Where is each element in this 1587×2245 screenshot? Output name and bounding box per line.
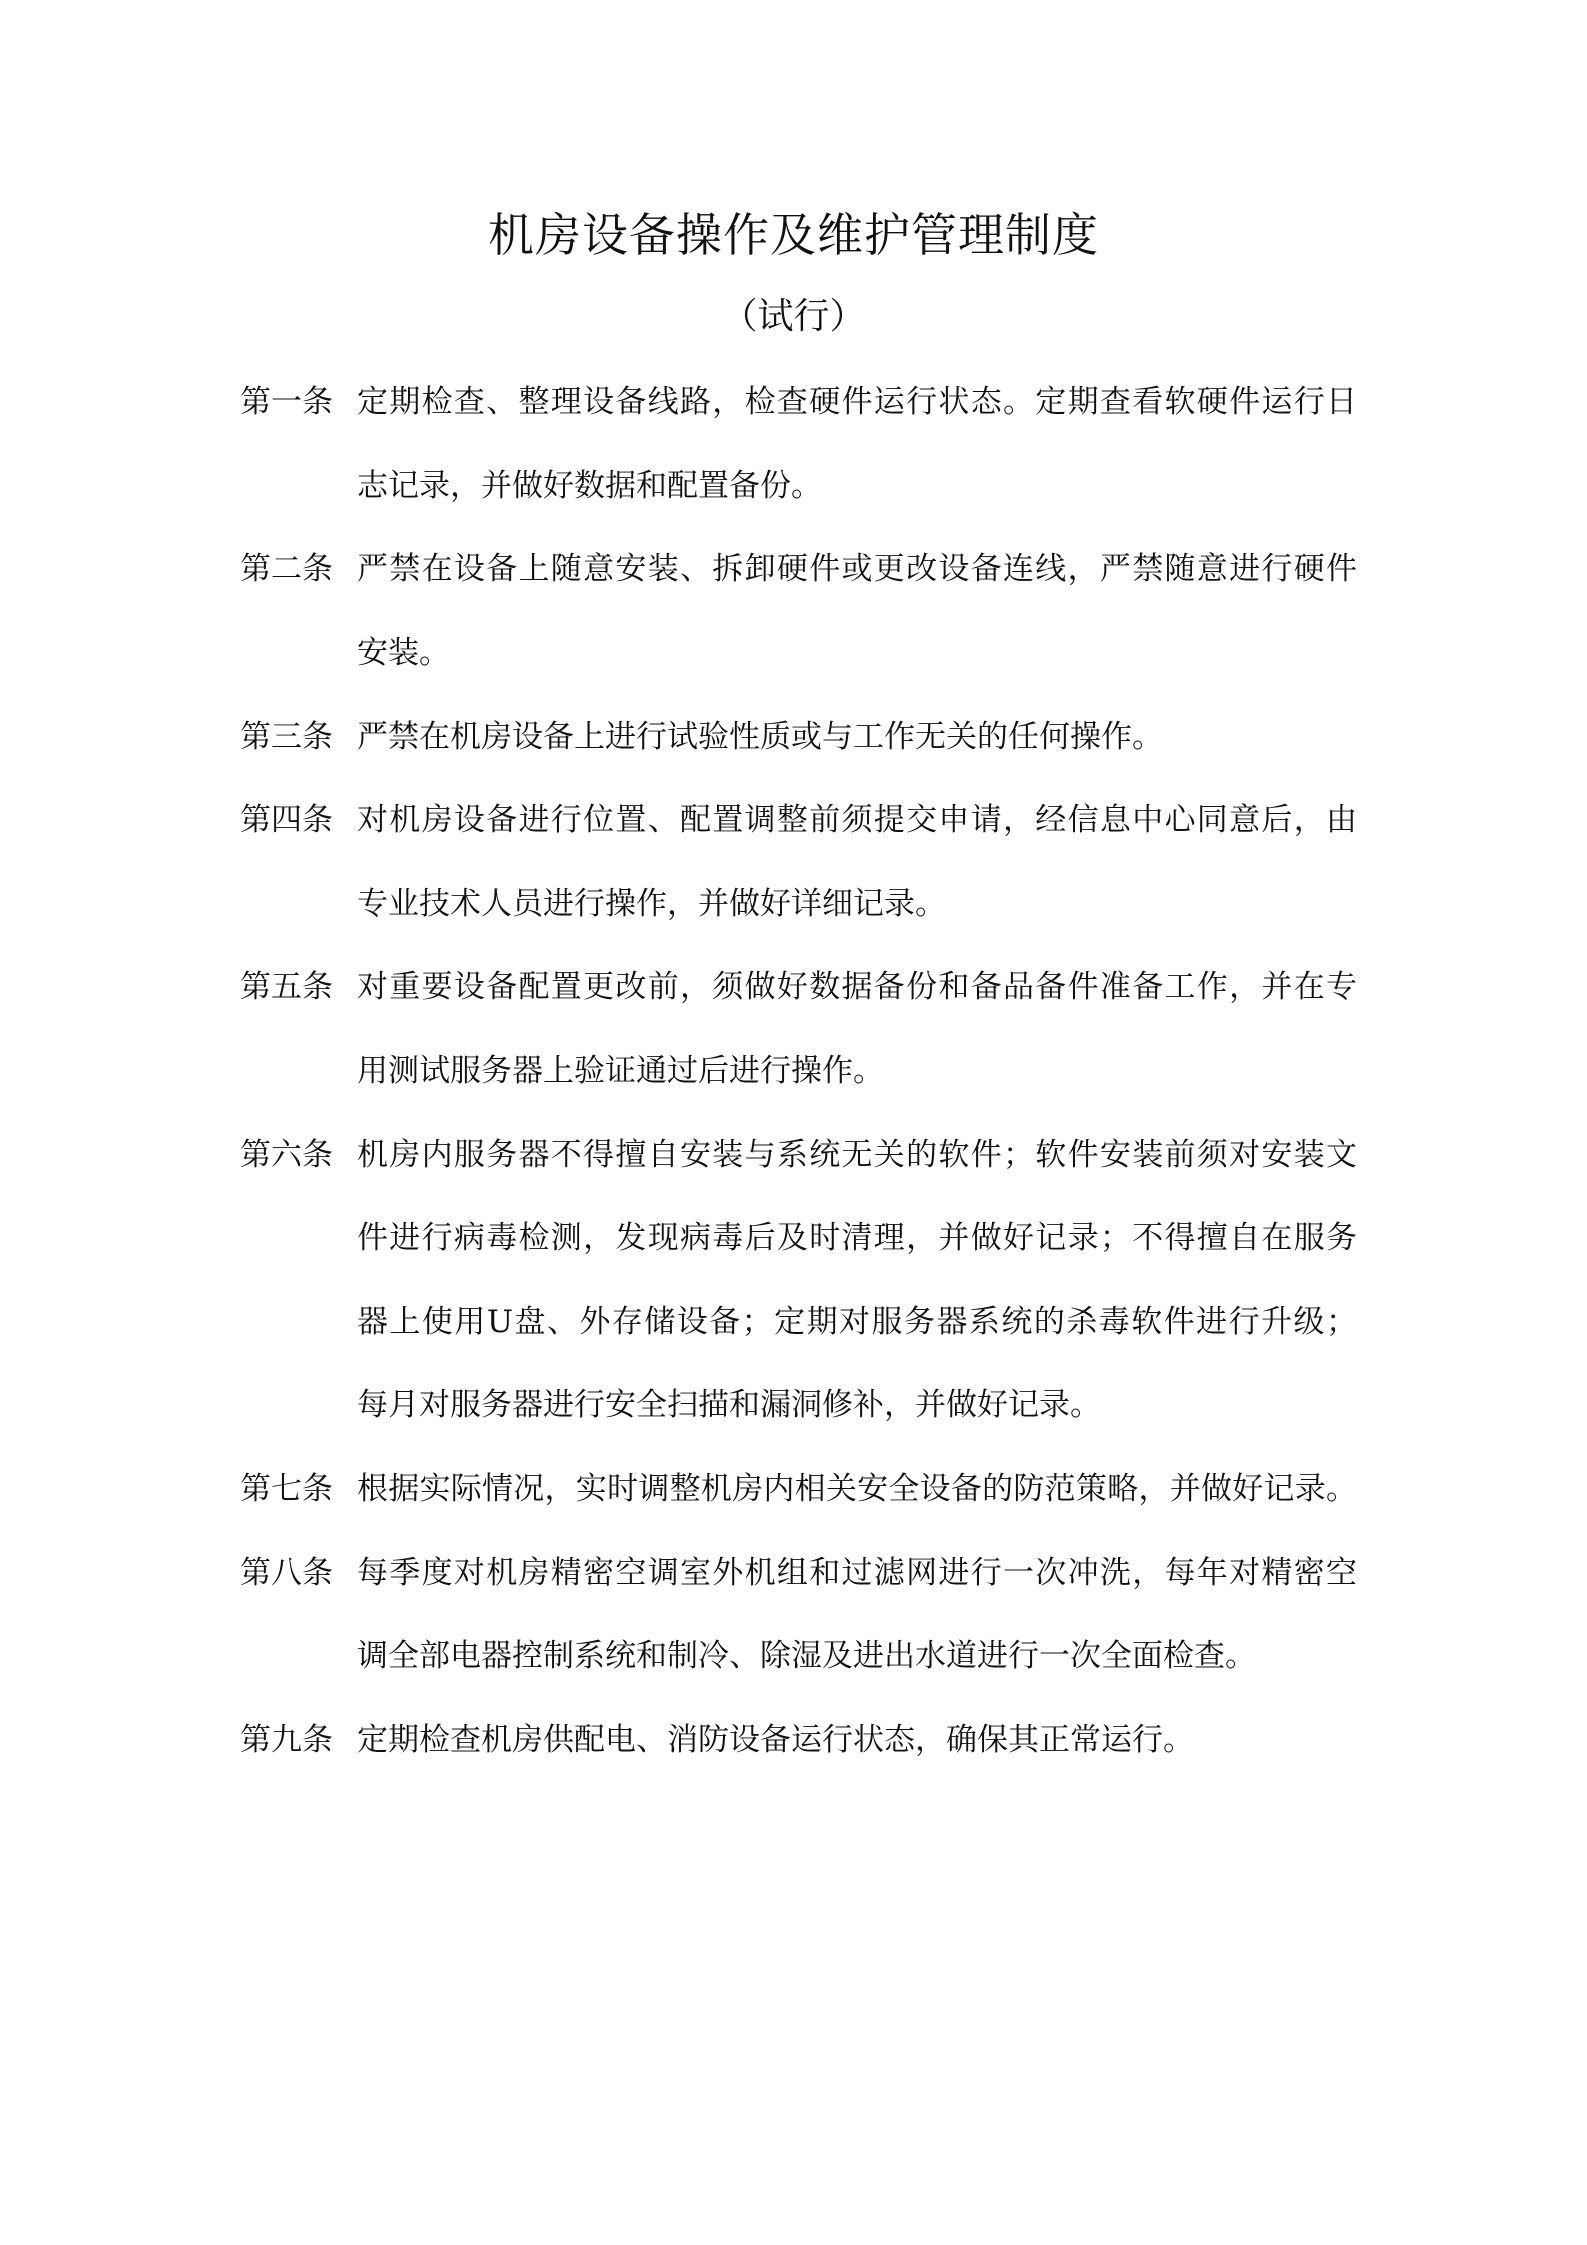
article-label: 第六条 — [240, 1137, 333, 1173]
article-text-line: 专业技术人员进行操作，并做好详细记录。 — [357, 886, 946, 922]
article-text-line: 严禁在设备上随意安装、拆卸硬件或更改设备连线，严禁随意进行硬件 — [357, 551, 1357, 587]
article-text-line: 严禁在机房设备上进行试验性质或与工作无关的任何操作。 — [357, 719, 1163, 755]
document-subtitle: （试行） — [721, 296, 866, 337]
article-label: 第五条 — [240, 969, 333, 1005]
article-text-line: 志记录，并做好数据和配置备份。 — [357, 468, 822, 504]
article-text-line: 调全部电器控制系统和制冷、除湿及进出水道进行一次全面检查。 — [357, 1638, 1256, 1674]
document-title: 机房设备操作及维护管理制度 — [488, 208, 1099, 262]
article-text-line: 安装。 — [357, 635, 450, 671]
article-label: 第四条 — [240, 802, 333, 838]
article-text-line: 定期检查、整理设备线路，检查硬件运行状态。定期查看软硬件运行日 — [357, 384, 1357, 420]
article-text-line: 每月对服务器进行安全扫描和漏洞修补，并做好记录。 — [357, 1387, 1101, 1423]
article-text-line: 对机房设备进行位置、配置调整前须提交申请，经信息中心同意后，由 — [357, 802, 1357, 838]
article-label: 第二条 — [240, 551, 333, 587]
article-label: 第七条 — [240, 1471, 333, 1507]
article-label: 第九条 — [240, 1722, 333, 1758]
article-text-line: 机房内服务器不得擅自安装与系统无关的软件；软件安装前须对安装文 — [357, 1137, 1357, 1173]
article-label: 第一条 — [240, 384, 333, 420]
article-text-line: 件进行病毒检测，发现病毒后及时清理，并做好记录；不得擅自在服务 — [357, 1220, 1357, 1256]
article-text-line: 对重要设备配置更改前，须做好数据备份和备品备件准备工作，并在专 — [357, 969, 1357, 1005]
article-text-line: 用测试服务器上验证通过后进行操作。 — [357, 1053, 884, 1089]
article-text-line: 根据实际情况，实时调整机房内相关安全设备的防范策略，并做好记录。 — [357, 1471, 1357, 1507]
article-label: 第八条 — [240, 1555, 333, 1591]
article-text-line: 定期检查机房供配电、消防设备运行状态，确保其正常运行。 — [357, 1722, 1194, 1758]
article-text-line: 每季度对机房精密空调室外机组和过滤网进行一次冲洗，每年对精密空 — [357, 1555, 1357, 1591]
article-label: 第三条 — [240, 719, 333, 755]
article-text-line: 器上使用U盘、外存储设备；定期对服务器系统的杀毒软件进行升级； — [357, 1304, 1357, 1340]
